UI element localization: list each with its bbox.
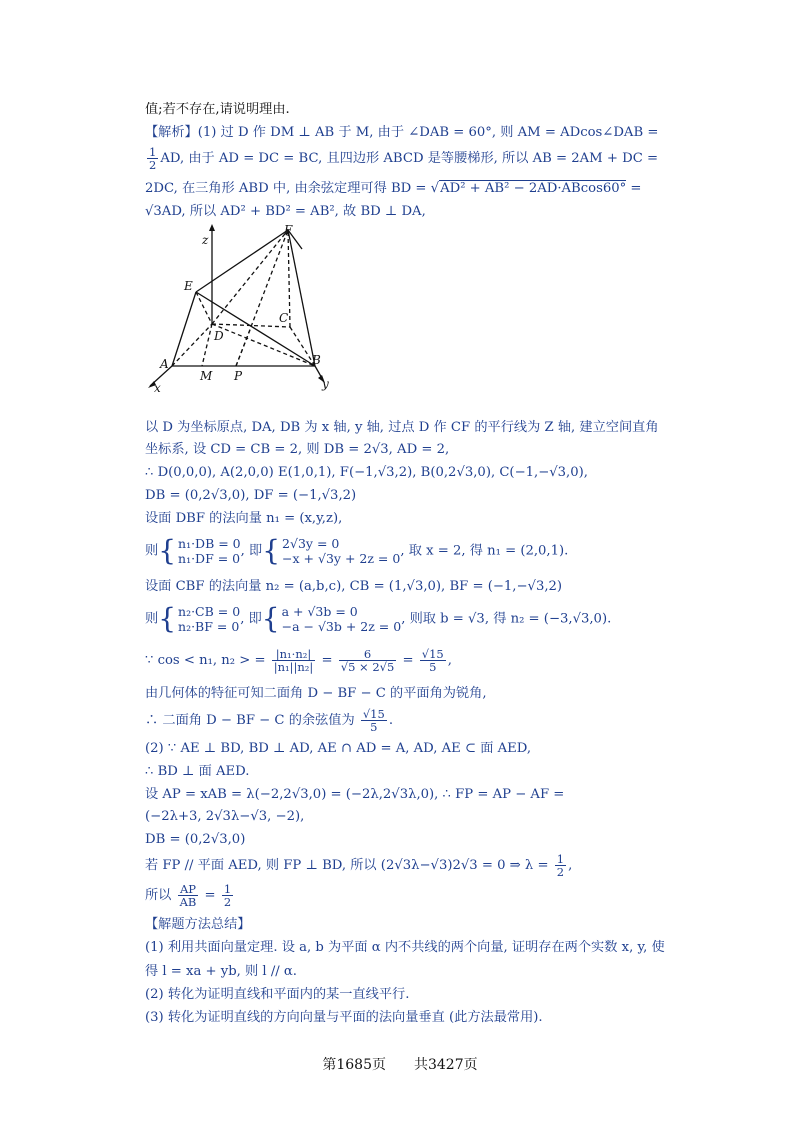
- fraction: $\frac{1}{2}$: [223, 882, 232, 909]
- text-line: ∵ cos < n₁, n₂ > = $\frac{\text{|n₁·n₂|}}{\text{|n₁||n₂|}}$ = $\frac{6}{√5 \times 2√5}$ = $\frac{√15}{5}$ ,: [145, 647, 452, 674]
- text-line: 设面 DBF 的法向量 n₁ = (x,y,z),: [145, 511, 343, 526]
- text-line: 设 AP = xAB = λ(−2,2√3,0) = (−2λ,2√3λ,0), ∴ FP = AP − AF =: [145, 787, 565, 802]
- text-line: (1) 利用共面向量定理. 设 a, b 为平面 α 内不共线的两个向量, 证明存在两个实数 x, y, 使: [145, 940, 665, 955]
- label-E: E: [184, 279, 193, 293]
- label-F: F: [284, 223, 293, 237]
- text-line: 由几何体的特征可知二面角 D − BF − C 的平面角为锐角,: [145, 686, 487, 701]
- text-line: 2DC, 在三角形 ABD 中, 由余弦定理可得 BD = √AD² + AB² − 2AD·ABcos60° =: [145, 181, 642, 196]
- label-y: y: [322, 377, 329, 391]
- text-line: DB = (0,2√3,0): [145, 832, 246, 847]
- label-C: C: [279, 311, 289, 325]
- text-line: DB = (0,2√3,0), DF = (−1,√3,2): [145, 488, 357, 503]
- section-heading: 【解题方法总结】: [145, 917, 251, 932]
- fraction: $\frac{AP}{AB}$: [179, 882, 197, 909]
- fraction: $\frac{√15}{5}$: [362, 707, 385, 734]
- fraction: $\frac{√15}{5}$: [421, 647, 444, 674]
- text-line: (2) ∵ AE ⊥ BD, BD ⊥ AD, AE ∩ AD = A, AD, AE ⊂ 面 AED,: [145, 741, 532, 756]
- text-line: ∴ D(0,0,0), A(2,0,0) E(1,0,1), F(−1,√3,2), B(0,2√3,0), C(−1,−√3,0),: [145, 465, 588, 480]
- text-line: ∴ 二面角 D − BF − C 的余弦值为 $\frac{√15}{5}$ .: [145, 707, 394, 734]
- label-B: B: [312, 353, 321, 367]
- fraction: $\frac{6}{√5 \times 2√5}$: [340, 647, 395, 674]
- geometry-figure: [140, 222, 350, 397]
- text-line: 所以 $\frac{AP}{AB}$ = $\frac{1}{2}$: [145, 882, 232, 909]
- text-line: 【解析】(1) 过 D 作 DM ⊥ AB 于 M, 由于 ∠DAB = 60°, 则 AM = ADcos∠DAB =: [145, 125, 659, 140]
- label-z: z: [202, 233, 209, 247]
- text-line: (3) 转化为证明直线的方向向量与平面的法向量垂直 (此方法最常用).: [145, 1010, 543, 1025]
- text-line: 则{ n₁·DB = 0 n₁·DF = 0, 即{ 2√3y = 0 −x + √3y + 2z = 0, 取 x = 2, 得 n₁ = (2,0,1).: [145, 534, 569, 567]
- text-line: $\frac{1}{2}$ AD, 由于 AD = DC = BC, 且四边形 ABCD 是等腰梯形, 所以 AB = 2AM + DC =: [149, 145, 659, 172]
- page-footer: 第1685页 共3427页: [322, 1057, 478, 1073]
- text-line: 以 D 为坐标原点, DA, DB 为 x 轴, y 轴, 过点 D 作 CF 的平行线为 Z 轴, 建立空间直角: [145, 420, 659, 435]
- text-line: 坐标系, 设 CD = CB = 2, 则 DB = 2√3, AD = 2,: [145, 442, 450, 457]
- label-M: M: [200, 369, 213, 383]
- label-P: P: [234, 369, 243, 383]
- section-tag: 【解析】: [145, 125, 198, 140]
- label-x: x: [154, 381, 161, 395]
- fraction: $\frac{1}{2}$: [149, 145, 157, 172]
- text-line: 设面 CBF 的法向量 n₂ = (a,b,c), CB = (1,√3,0), BF = (−1,−√3,2): [145, 579, 563, 594]
- text-line: (−2λ+3, 2√3λ−√3, −2),: [145, 809, 305, 824]
- text-line: (2) 转化为证明直线和平面内的某一直线平行.: [145, 987, 410, 1002]
- text-line: 则{ n₂·CB = 0 n₂·BF = 0, 即{ a + √3b = 0 −a − √3b + 2z = 0, 则取 b = √3, 得 n₂ = (−3,√3,0).: [145, 602, 612, 635]
- text-line: 若 FP // 平面 AED, 则 FP ⊥ BD, 所以 (2√3λ−√3)2√3 = 0 ⇒ λ = $\frac{1}{2}$ ,: [145, 852, 573, 879]
- label-D: D: [214, 329, 224, 343]
- text-line: 得 l = xa + yb, 则 l // α.: [145, 964, 298, 979]
- text-line: 值;若不存在,请说明理由.: [145, 102, 290, 117]
- fraction: $\frac{\text{|n₁·n₂|}}{\text{|n₁||n₂|}}$: [273, 647, 314, 674]
- text-line: ∴ BD ⊥ 面 AED.: [145, 764, 250, 779]
- label-A: A: [160, 357, 169, 371]
- text-line: √3AD, 所以 AD² + BD² = AB², 故 BD ⊥ DA,: [145, 204, 426, 219]
- fraction: $\frac{1}{2}$: [556, 852, 565, 879]
